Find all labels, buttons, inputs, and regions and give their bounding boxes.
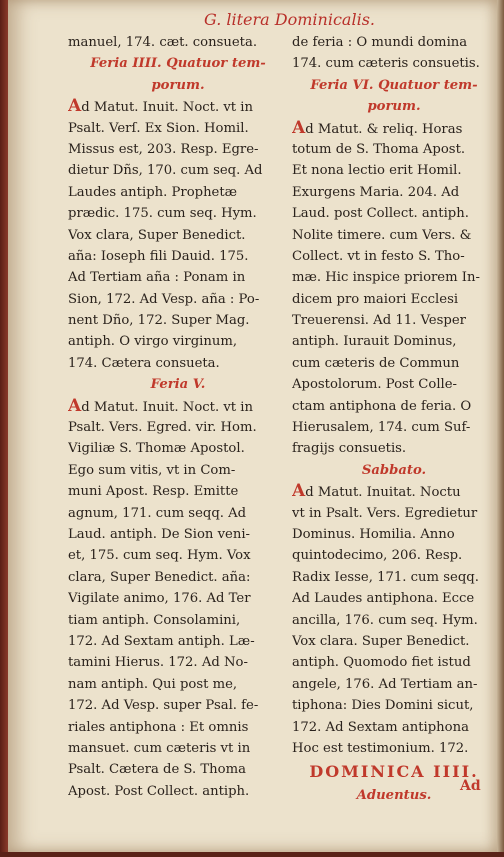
section-title: DOMINICA IIII. <box>309 762 479 782</box>
rubric-heading: Sabbato. <box>361 462 427 478</box>
text-line: Missus est, 203. Resp. Egre- <box>68 141 259 157</box>
rubric-heading: porum. <box>367 99 421 115</box>
text-line: Vox clara. Super Benedict. <box>292 633 470 649</box>
book-page <box>8 0 497 852</box>
text-line: prædic. 175. cum seq. Hym. <box>68 206 257 222</box>
text-line: Et nona lectio erit Homil. <box>292 163 462 179</box>
line-text: d Matut. Inuitat. Noctu <box>305 485 461 501</box>
text-line: Nolite timere. cum Vers. & <box>292 227 472 243</box>
text-line: Hoc est testimonium. 172. <box>292 740 469 756</box>
text-line: quintodecimo, 206. Resp. <box>292 548 463 564</box>
text-line: 174. Cætera consueta. <box>68 355 220 371</box>
text-line: Ego sum vitis, vt in Com- <box>68 462 236 478</box>
text-line: Hierusalem, 174. cum Suf- <box>292 420 471 436</box>
text-line: nent Dño, 172. Super Mag. <box>68 313 250 329</box>
text-line <box>292 481 496 502</box>
text-line <box>292 118 496 139</box>
text-line: Ad Laudes antiphona. Ecce <box>292 591 475 607</box>
text-line: muni Apost. Resp. Emitte <box>68 484 239 500</box>
rubric-heading: porum. <box>151 77 205 93</box>
text-line: nam antiph. Qui post me, <box>68 676 238 692</box>
text-line: 172. Ad Sextam antiphona <box>292 719 469 735</box>
rubric-heading: Feria VI. Quatuor tem- <box>310 77 478 93</box>
text-line: tiphona: Dies Domini sicut, <box>292 698 474 714</box>
text-line: Laud. post Collect. antiph. <box>292 206 469 222</box>
text-line: Vox clara, Super Benedict. <box>68 227 246 243</box>
text-line: Laud. antiph. De Sion veni- <box>68 526 250 542</box>
text-line: Radix Iesse, 171. cum seqq. <box>292 569 479 585</box>
text-line <box>68 396 288 417</box>
text-line: cum cæteris de Commun <box>292 355 460 371</box>
text-line: manuel, 174. cæt. consueta. <box>68 35 258 50</box>
text-line: fragijs consuetis. <box>292 441 407 457</box>
text-line: Apost. Post Collect. antiph. <box>68 783 250 799</box>
rubric-heading: Feria IIII. Quatuor tem- <box>90 56 266 72</box>
text-line: tiam antiph. Consolamini, <box>68 612 241 628</box>
text-line: Sion, 172. Ad Vesp. aña : Po- <box>68 291 260 307</box>
rubric-heading: Feria V. <box>150 377 206 393</box>
text-line: dicem pro maiori Ecclesi <box>292 291 459 307</box>
text-line: mansuet. cum cæteris vt in <box>68 740 251 756</box>
text-line: Dominus. Homilia. Anno <box>292 526 455 542</box>
catchword: Ad <box>460 778 481 794</box>
text-line: ancilla, 176. cum seq. Hym. <box>292 612 478 628</box>
text-line: agnum, 171. cum seqq. Ad <box>68 505 247 521</box>
text-line: antiph. O virgo virginum, <box>68 334 238 350</box>
text-line: Apostolorum. Post Colle- <box>292 377 458 393</box>
text-line: Collect. vt in festo S. Tho- <box>292 248 465 264</box>
page-edge-bottom <box>0 852 504 857</box>
initial-letter: A <box>292 481 306 502</box>
text-line: antiph. Iurauit Dominus, <box>292 334 457 350</box>
text-line: et, 175. cum seq. Hym. Vox <box>68 548 251 564</box>
text-line: angele, 176. Ad Tertiam an- <box>292 676 478 692</box>
text-line: vt in Psalt. Vers. Egredietur <box>292 505 478 521</box>
line-text: d Matut. Inuit. Noct. vt in <box>81 399 253 415</box>
right-column <box>292 32 496 807</box>
text-line: Treuerensi. Ad 11. Vesper <box>292 313 466 329</box>
text-line: Exurgens Maria. 204. Ad <box>292 184 460 200</box>
text-line: totum de S. Thoma Apost. <box>292 141 466 157</box>
text-line: tamini Hierus. 172. Ad No- <box>68 655 248 671</box>
text-line: antiph. Quomodo fiet istud <box>292 655 471 671</box>
left-column <box>68 32 288 802</box>
initial-letter: A <box>68 395 82 416</box>
text-line: Laudes antiph. Prophetæ <box>68 184 238 200</box>
text-line: 172. Ad Sextam antiph. Læ- <box>68 633 255 649</box>
text-line: Vigilate animo, 176. Ad Ter <box>68 591 251 607</box>
text-line: aña: Ioseph fili Dauid. 175. <box>68 248 249 264</box>
text-line <box>68 96 288 117</box>
text-line: Psalt. Vers. Egred. vir. Hom. <box>68 420 257 436</box>
line-text: d Matut. Inuit. Noct. vt in <box>81 100 253 116</box>
text-line: de feria : O mundi domina <box>292 35 468 50</box>
text-line: mæ. Hic inspice priorem In- <box>292 270 480 286</box>
text-line: clara, Super Benedict. aña: <box>68 569 251 585</box>
page-edge-right <box>497 0 504 857</box>
initial-letter: A <box>68 96 82 117</box>
text-line: Ad Tertiam aña : Ponam in <box>68 270 246 286</box>
text-line: Psalt. Verſ. Ex Sion. Homil. <box>68 120 249 136</box>
text-line: Psalt. Cætera de S. Thoma <box>68 762 246 778</box>
text-line: riales antiphona : Et omnis <box>68 719 249 735</box>
text-line: ctam antiphona de feria. O <box>292 398 472 414</box>
running-head: G. litera Dominicalis. <box>204 10 375 29</box>
page-edge-left <box>0 0 8 857</box>
text-line: Vigiliæ S. Thomæ Apostol. <box>68 441 245 457</box>
line-text: d Matut. & reliq. Horas <box>305 121 463 137</box>
rubric-heading: Aduentus. <box>356 788 432 804</box>
initial-letter: A <box>292 117 306 138</box>
text-line: dietur Dñs, 170. cum seq. Ad <box>68 163 263 179</box>
text-line: 174. cum cæteris consuetis. <box>292 56 480 72</box>
text-line: 172. Ad Vesp. super Psal. fe- <box>68 698 259 714</box>
